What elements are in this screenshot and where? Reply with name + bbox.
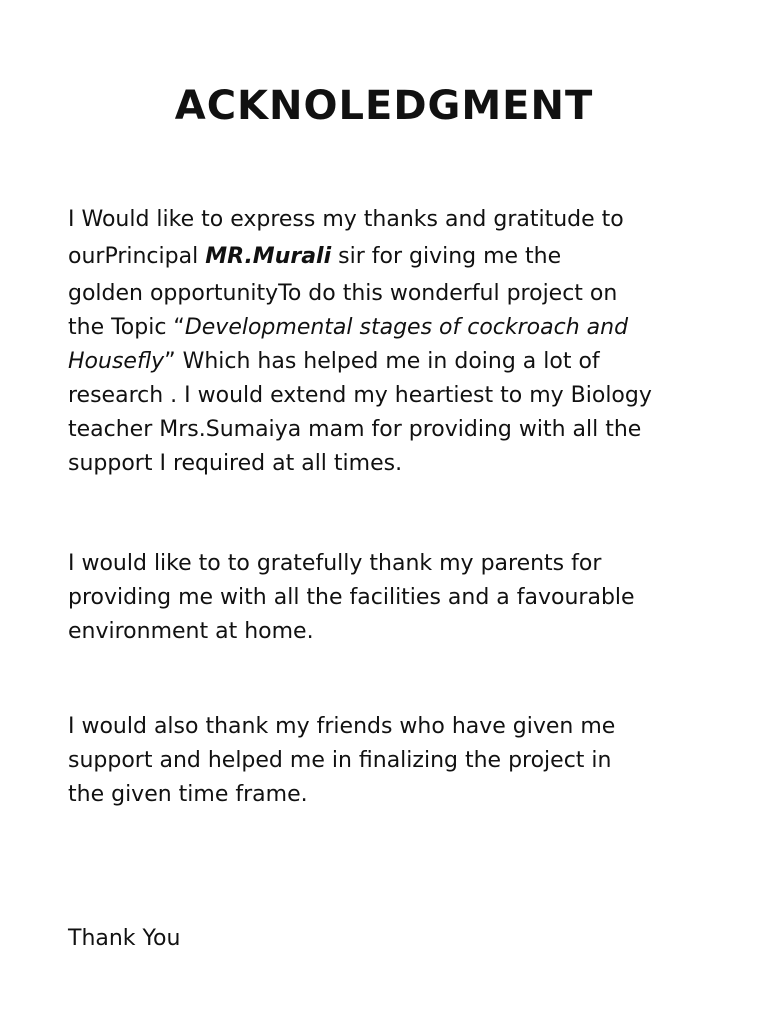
principal-name: MR.Murali — [205, 244, 332, 269]
paragraph-friends-thanks — [68, 710, 728, 812]
closing-text: Thank You — [68, 926, 181, 951]
text-line: support I required at all times. — [68, 451, 403, 476]
text-line: the given time frame. — [68, 782, 308, 807]
text-line — [68, 237, 728, 277]
text-line — [68, 311, 728, 345]
text-segment: ” Which has helped me in doing a lot of — [164, 349, 600, 374]
project-topic-continued: Housefly — [68, 349, 165, 374]
text-line: golden opportunityTo do this wonderful project on — [68, 281, 618, 306]
text-line: I would like to to gratefully thank my parents for — [68, 551, 602, 576]
project-topic: Developmental stages of cockroach and — [184, 315, 629, 340]
text-segment: sir for giving me the — [331, 244, 562, 269]
text-line: support and helped me in finalizing the project in — [68, 748, 612, 773]
text-line: teacher Mrs.Sumaiya mam for providing with all the — [68, 417, 642, 442]
page-title: ACKNOLEDGMENT — [174, 83, 594, 129]
paragraph-principal-thanks — [68, 203, 728, 481]
text-line: I Would like to express my thanks and gratitude to — [68, 207, 624, 232]
text-segment: ourPrincipal — [68, 244, 206, 269]
text-line: environment at home. — [68, 619, 314, 644]
text-line: research . I would extend my heartiest to my Biology — [68, 383, 652, 408]
text-line: providing me with all the facilities and a favourable — [68, 585, 635, 610]
text-line: I would also thank my friends who have given me — [68, 714, 616, 739]
text-segment: the Topic “ — [68, 315, 185, 340]
paragraph-parents-thanks — [68, 547, 728, 649]
text-line — [68, 345, 728, 379]
